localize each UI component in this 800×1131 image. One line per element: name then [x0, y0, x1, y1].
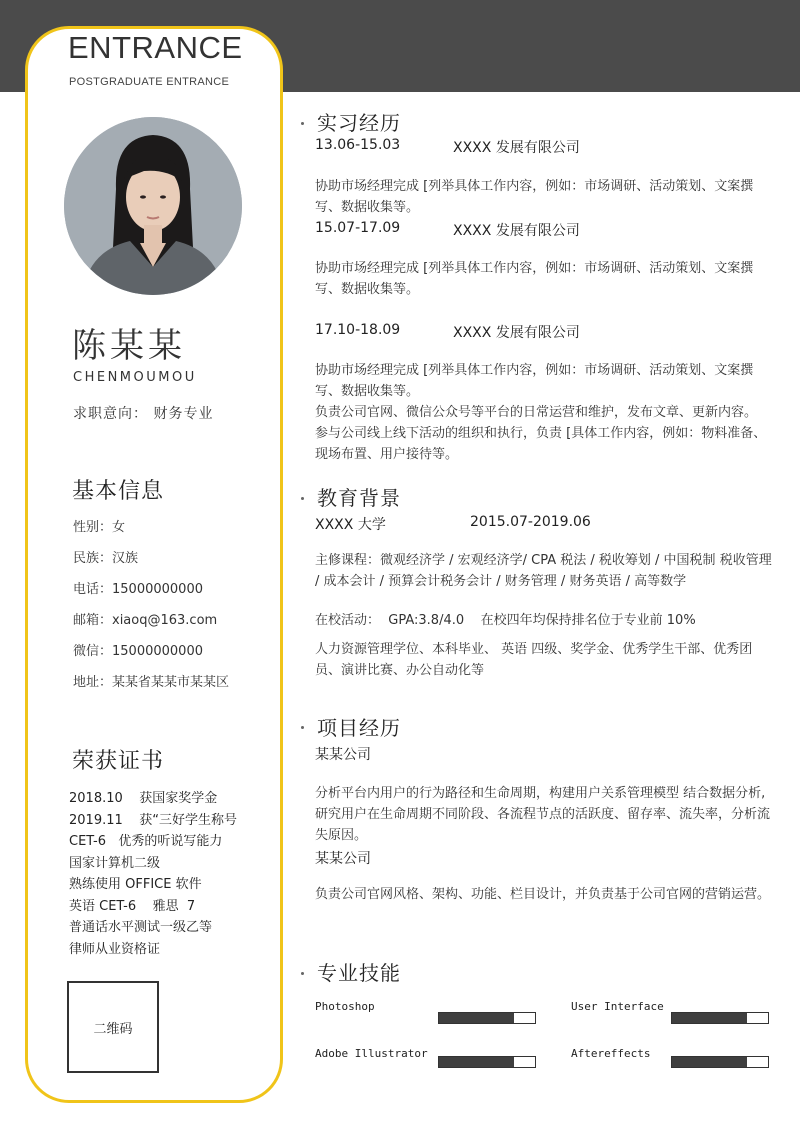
honor-item: 律师从业资格证 — [69, 941, 161, 957]
skill-bar — [438, 1056, 536, 1068]
internship-company: XXXX 发展有限公司 — [453, 140, 580, 156]
honor-item: 2019.11 获“三好学生称号 — [69, 812, 238, 828]
skill-name: Photoshop — [315, 1000, 375, 1013]
internship-date: 17.10-18.09 — [315, 322, 401, 338]
info-gender: 性别：女 — [73, 520, 126, 535]
job-intent: 求职意向： 财务专业 — [73, 406, 214, 422]
skill-bar — [671, 1056, 769, 1068]
skill-bar — [438, 1012, 536, 1024]
internship-heading: 实习经历 — [317, 111, 401, 135]
honor-item: 熟练使用 OFFICE 软件 — [69, 877, 202, 892]
honor-item: 国家计算机二级 — [69, 855, 161, 871]
section-bullet — [301, 972, 304, 975]
skill-name: Adobe Illustrator — [315, 1047, 428, 1060]
info-address: 地址：某某省某某市某某区 — [73, 675, 230, 690]
project-company: 某某公司 — [315, 851, 371, 867]
info-wechat: 微信：15000000000 — [73, 644, 203, 659]
honor-item: CET-6 优秀的听说写能力 — [69, 834, 223, 849]
section-bullet — [301, 122, 304, 125]
internship-desc: 协助市场经理完成 [列举具体工作内容，例如：市场调研、活动策划、文案撰写、数据收集等。 负责公司官网、微信公众号等平台的日常运营和维护，发布文章、更新内容。 参与公司线上线下活动的组织和执行，负责 [具体工作内容，例如：物料准备、现场布置、用户接待等。 — [315, 363, 767, 462]
section-bullet — [301, 497, 304, 500]
skill-name: User Interface — [571, 1000, 664, 1013]
honor-item: 2018.10 获国家奖学金 — [69, 791, 218, 806]
brand-title: ENTRANCE — [68, 30, 243, 65]
education-heading: 教育背景 — [317, 486, 401, 510]
skill-bar-fill — [439, 1057, 514, 1067]
honors-list — [69, 788, 237, 960]
basic-info-heading: 基本信息 — [72, 479, 165, 504]
skill-bar-fill — [439, 1013, 514, 1023]
honor-item: 英语 CET-6 雅思 7 — [69, 898, 196, 914]
internship-entry-3-head — [315, 322, 580, 341]
education-gpa: 在校活动： GPA:3.8/4.0 在校四年均保持排名位于专业前 10% — [315, 613, 696, 628]
project-company: 某某公司 — [315, 747, 371, 763]
education-head — [315, 514, 591, 534]
skill-bar-fill — [672, 1057, 747, 1067]
skill-bar-fill — [672, 1013, 747, 1023]
education-awards: 人力资源管理学位、本科毕业、 英语 四级、奖学金、优秀学生干部、优秀团员、演讲比赛、办公自动化等 — [315, 642, 753, 678]
section-bullet — [301, 726, 304, 729]
portrait-photo — [64, 117, 242, 295]
education-courses: 主修课程：微观经济学 / 宏观经济学/ CPA 税法 / 税收筹划 / 中国税制 税收管理 / 成本会计 / 预算会计税务会计 / 财务管理 / 财务英语 / 高等数学 — [315, 553, 772, 589]
projects-heading: 项目经历 — [317, 716, 401, 740]
school-name: XXXX 大学 — [315, 517, 386, 533]
internship-date: 13.06-15.03 — [315, 137, 401, 153]
project-desc: 负责公司官网风格、架构、功能、栏目设计，并负责基于公司官网的营销运营。 — [315, 887, 771, 902]
info-ethnicity: 民族：汉族 — [73, 551, 139, 566]
info-phone: 电话：15000000000 — [73, 582, 203, 597]
honors-heading: 荣获证书 — [72, 749, 165, 774]
internship-entry-1-head — [315, 137, 580, 156]
candidate-name: 陈某某 — [72, 326, 186, 366]
qr-code-label: 二维码 — [93, 1021, 133, 1037]
honor-item: 普通话水平测试一级乙等 — [69, 920, 213, 935]
skill-bar — [671, 1012, 769, 1024]
brand-subtitle: POSTGRADUATE ENTRANCE — [69, 76, 230, 88]
internship-entry-2-head — [315, 220, 580, 239]
internship-company: XXXX 发展有限公司 — [453, 223, 580, 239]
project-desc: 分析平台内用户的行为路径和生命周期，构建用户关系管理模型 结合数据分析,研究用户在生命周期不同阶段、各流程节点的活跃度、留存率、流失率，分析流失原因。 — [315, 786, 771, 843]
qr-code-box — [67, 981, 159, 1073]
skills-heading: 专业技能 — [317, 961, 401, 985]
internship-date: 15.07-17.09 — [315, 220, 401, 236]
internship-desc: 协助市场经理完成 [列举具体工作内容，例如：市场调研、活动策划、文案撰写、数据收集等。 — [315, 179, 754, 215]
candidate-name-en: CHENMOUMOU — [73, 370, 197, 385]
internship-company: XXXX 发展有限公司 — [453, 325, 580, 341]
education-period: 2015.07-2019.06 — [470, 514, 591, 530]
info-email: 邮箱：xiaoq@163.com — [73, 613, 218, 628]
skill-name: Aftereffects — [571, 1047, 651, 1060]
avatar — [64, 117, 242, 295]
internship-desc: 协助市场经理完成 [列举具体工作内容，例如：市场调研、活动策划、文案撰写、数据收集等。 — [315, 261, 754, 297]
